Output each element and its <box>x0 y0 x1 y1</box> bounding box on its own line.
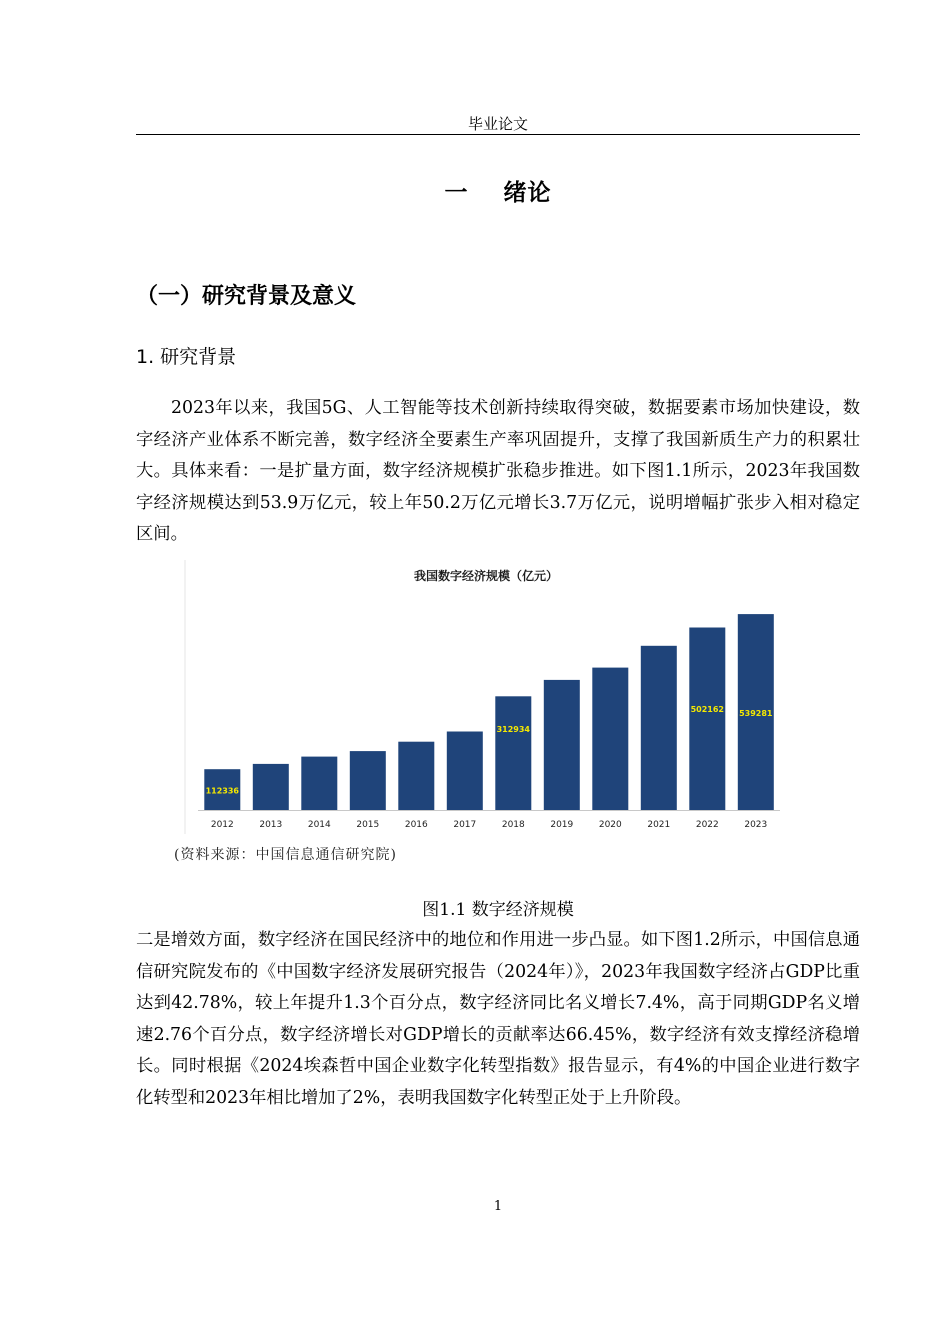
bar-2017 <box>447 732 483 811</box>
x-tick-label-2023: 2023 <box>744 820 768 830</box>
page-header: 毕业论文 <box>467 115 528 133</box>
data-label-2018: 312934 <box>496 725 531 735</box>
bar-2013 <box>253 764 289 810</box>
figure-source-note: (资料来源：中国信息通信研究院) <box>174 847 397 863</box>
bar-2022 <box>689 628 725 811</box>
bar-2014 <box>301 757 337 810</box>
bar-2021 <box>641 646 677 810</box>
x-tick-label-2012: 2012 <box>210 820 234 830</box>
x-tick-label-2022: 2022 <box>695 820 719 830</box>
x-tick-label-2020: 2020 <box>598 820 622 830</box>
page-number: 1 <box>493 1199 503 1214</box>
bar-2015 <box>350 751 386 810</box>
chapter-title: 一 绪论 <box>444 180 552 206</box>
bar-2016 <box>398 742 434 810</box>
x-tick-label-2014: 2014 <box>307 820 331 830</box>
x-tick-label-2018: 2018 <box>501 820 525 830</box>
figure-caption: 图1.1 数字经济规模 <box>422 900 574 920</box>
paragraph-research-background: 2023年以来，我国5G、人工智能等技术创新持续取得突破，数据要素市场加快建设，数字经济产业体系不断完善，数字经济全要素生产率巩固提升，支撑了我国新质生产力的积累壮大。具体来看：一是扩量方面，数字经济规模扩张稳步推进。如下图1.1所示，2023年我国数字经济规模达到53.9万亿元，较上年50.2万亿元增长3.7万亿元，说明增幅扩张步入相对稳定区间。 <box>136 398 860 544</box>
bar-2019 <box>544 680 580 810</box>
chart-title: 我国数字经济规模（亿元） <box>413 569 559 583</box>
figure-digital-economy-chart <box>184 558 788 836</box>
bar-2020 <box>592 668 628 810</box>
x-tick-label-2021: 2021 <box>647 820 671 830</box>
subsection-title: 1. 研究背景 <box>136 346 237 368</box>
data-label-2023: 539281 <box>739 709 773 718</box>
x-tick-label-2017: 2017 <box>453 820 477 830</box>
bar-2018 <box>495 696 531 810</box>
data-label-2012: 112336 <box>205 786 240 796</box>
header-rule <box>136 134 860 135</box>
data-label-2022: 502162 <box>690 704 725 714</box>
x-tick-label-2013: 2013 <box>259 820 283 830</box>
x-tick-label-2016: 2016 <box>404 820 428 830</box>
x-tick-label-2015: 2015 <box>356 820 380 830</box>
section-title: （一）研究背景及意义 <box>136 284 357 309</box>
bar-chart <box>184 558 788 836</box>
paragraph-efficiency: 二是增效方面，数字经济在国民经济中的地位和作用进一步凸显。如下图1.2所示，中国信息通信研究院发布的《中国数字经济发展研究报告（2024年）》，2023年我国数字经济占GDP比重达到42.78%，较上年提升1.3个百分点，数字经济同比名义增长7.4%，高于同期GDP名义增速2.76个百分点，数字经济增长对GDP增长的贡献率达66.45%，数字经济有效支撑经济稳增长。同时根据《2024埃森哲中国企业数字化转型指数》报告显示，有4%的中国企业进行数字化转型和2023年相比增加了2%，表明我国数字化转型正处于上升阶段。 <box>136 930 860 1108</box>
x-tick-label-2019: 2019 <box>550 820 574 830</box>
